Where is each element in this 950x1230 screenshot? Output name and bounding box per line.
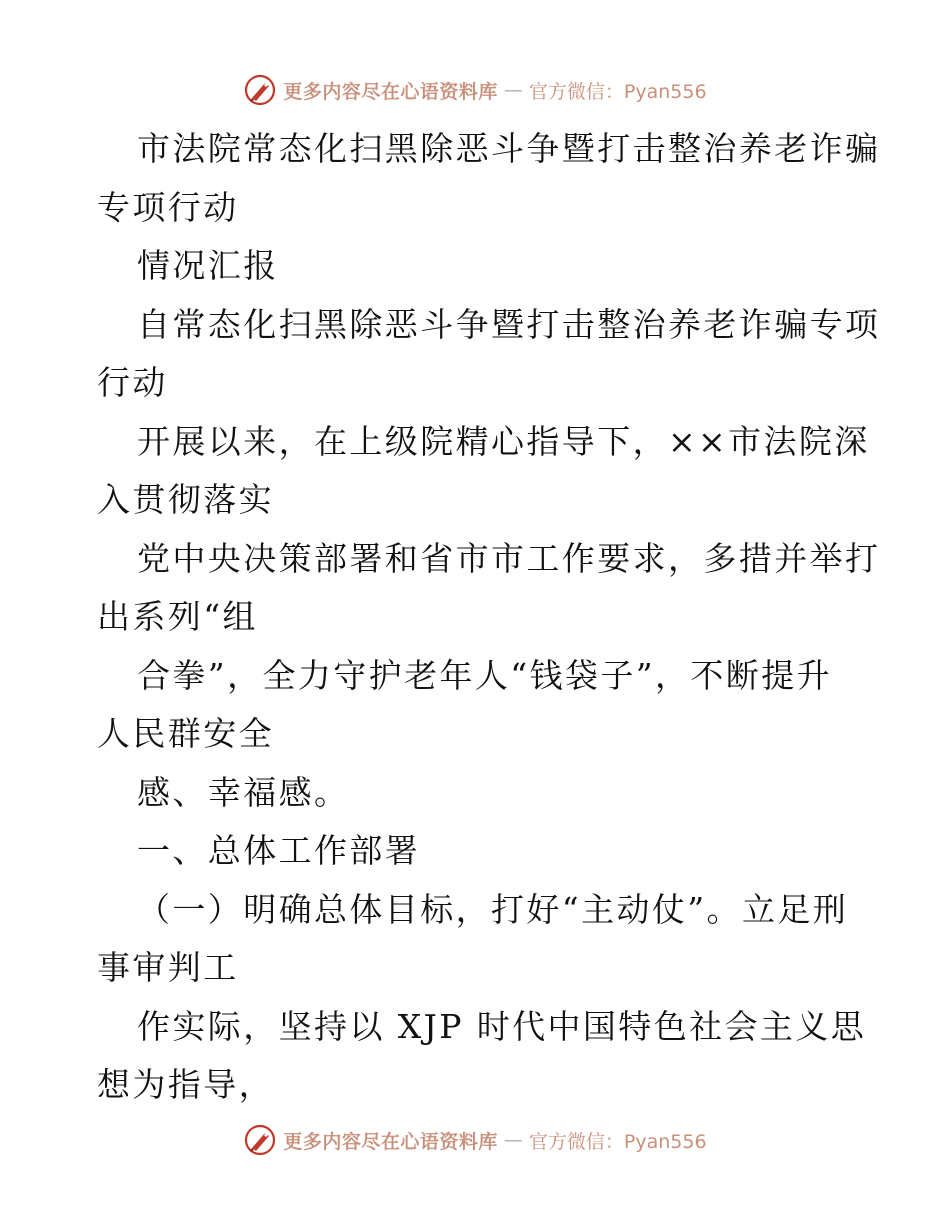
watermark-separator: — — [503, 1129, 523, 1151]
doc-line: 情况汇报 — [137, 246, 279, 285]
header-watermark — [0, 70, 950, 110]
watermark-group — [243, 73, 706, 107]
pen-nib-logo-icon — [243, 1123, 277, 1157]
watermark-group — [243, 1123, 706, 1157]
doc-line: 出系列“组 — [97, 597, 258, 636]
doc-line: 事审判工 — [97, 948, 239, 987]
doc-line: 人民群安全 — [97, 714, 274, 753]
doc-line: 感、幸福感。 — [137, 772, 350, 812]
watermark-text: 更多内容尽在心语资料库 — [283, 80, 498, 103]
doc-line: 党中央决策部署和省市市工作要求，多措并举打 — [137, 538, 881, 578]
section-heading: 一、总体工作部署 — [137, 831, 421, 870]
watermark-contact: 官方微信：Pyan556 — [528, 1130, 707, 1153]
document-body — [97, 120, 881, 1115]
doc-line: 想为指导， — [97, 1065, 274, 1104]
footer-watermark — [0, 1120, 950, 1160]
doc-line: （一）明确总体目标，打好“主动仗”。立足刑 — [137, 889, 849, 929]
doc-line: 市法院常态化扫黑除恶斗争暨打击整治养老诈骗 — [137, 129, 881, 168]
pen-nib-logo-icon — [243, 73, 277, 107]
doc-line: 自常态化扫黑除恶斗争暨打击整治养老诈骗专项 — [137, 304, 881, 344]
doc-line: 合拳”，全力守护老年人“钱袋子”，不断提升 — [137, 655, 833, 695]
watermark-text: 更多内容尽在心语资料库 — [283, 1130, 498, 1153]
doc-line: 行动 — [97, 363, 168, 402]
doc-line: 专项行动 — [97, 187, 239, 227]
doc-line: 作实际，坚持以 XJP 时代中国特色社会主义思 — [137, 1006, 867, 1046]
watermark-contact: 官方微信：Pyan556 — [528, 80, 707, 103]
watermark-separator: — — [503, 79, 523, 101]
doc-line: 入贯彻落实 — [97, 480, 274, 519]
doc-line: 开展以来，在上级院精心指导下，××市法院深 — [137, 421, 870, 461]
